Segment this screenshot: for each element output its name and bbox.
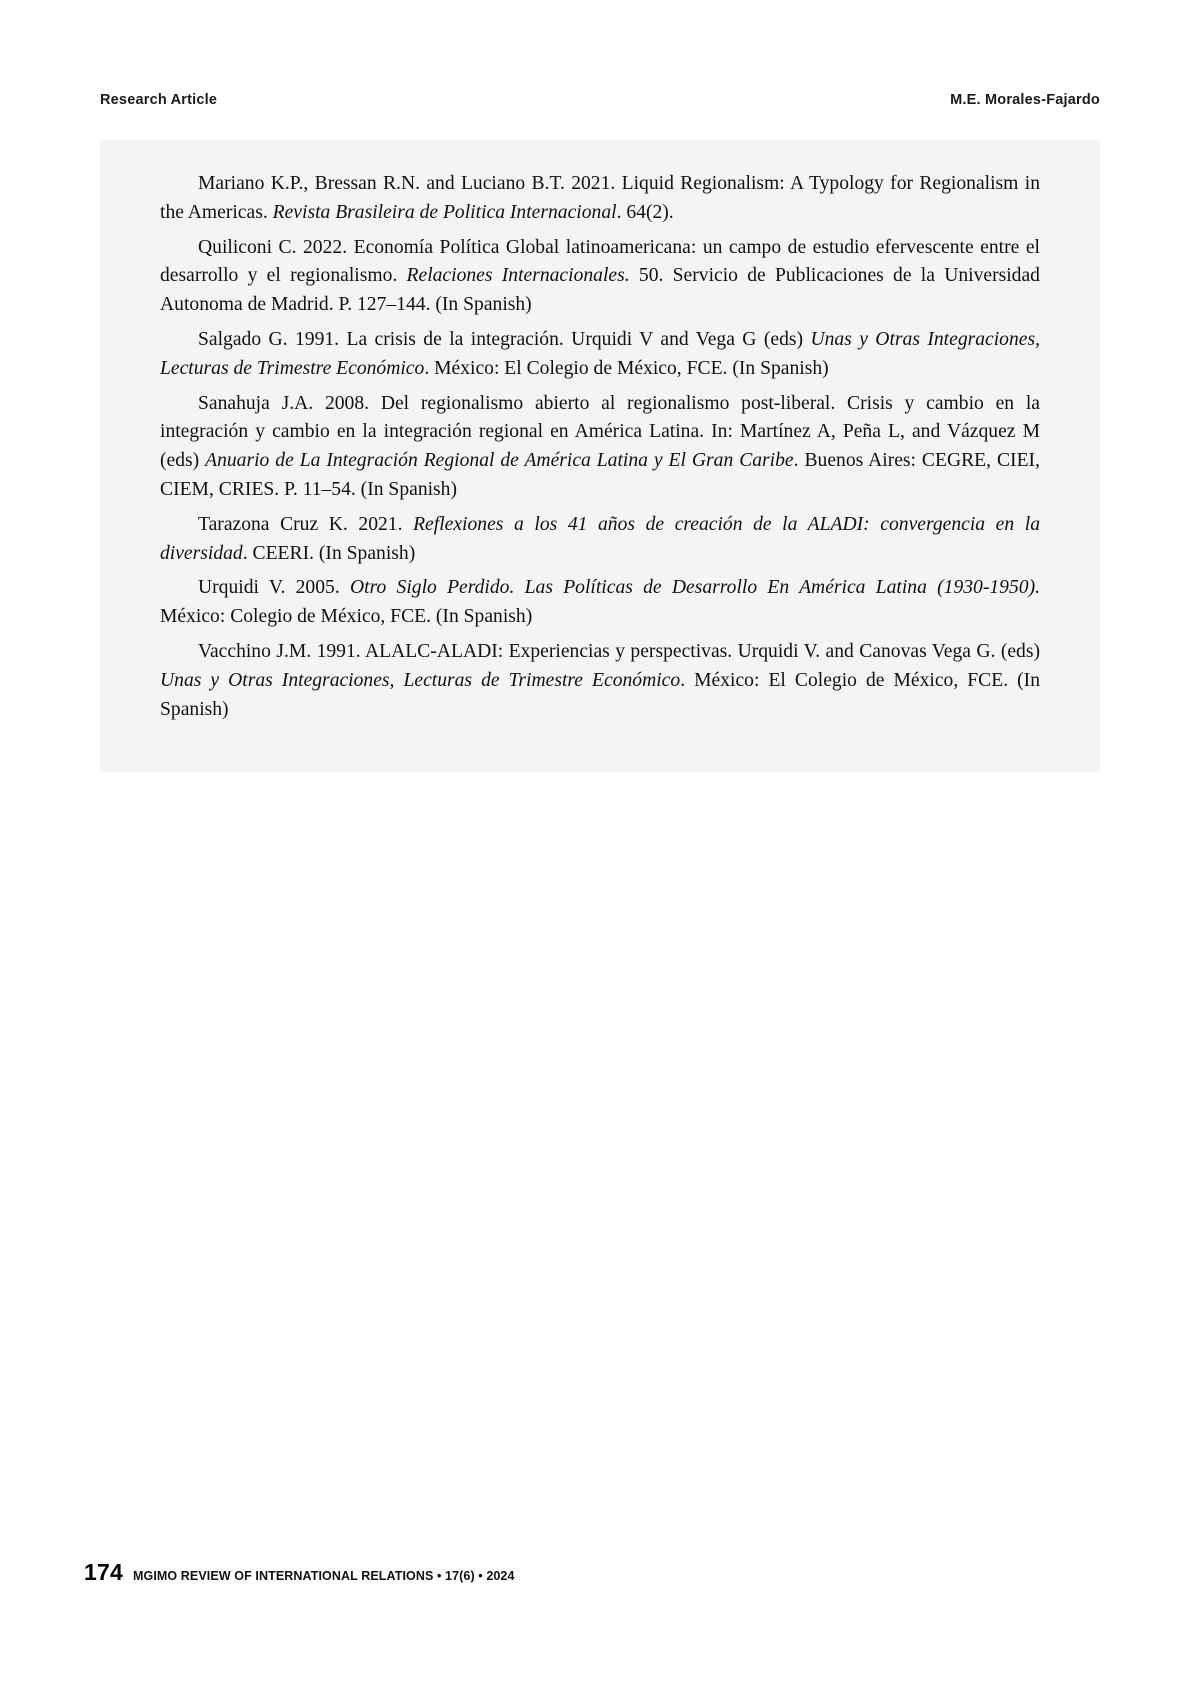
reference-title-italic: Relaciones Internacionales. <box>406 265 630 287</box>
page-number: 174 <box>84 1559 123 1585</box>
reference-text: Mariano K.P., Bressan R.N. and Luciano B.T. 2021. Liquid Regionalism: A Typology for Regionalism in the Americas. <box>160 173 1040 223</box>
reference-entry <box>160 234 1040 320</box>
reference-text: México: Colegio de México, FCE. (In Spanish) <box>160 606 533 628</box>
reference-title-italic: Otro Siglo Perdido. Las Políticas de Desarrollo En América Latina (1930-1950). <box>349 577 1040 599</box>
reference-title-italic: Unas y Otras Integraciones, Lecturas de Trimestre Económico <box>160 328 1040 379</box>
reference-text: Vacchino J.M. 1991. ALALC-ALADI: Experiencias y perspectivas. Urquidi V. and Canovas Vega G. (eds) <box>198 640 1040 662</box>
page-footer <box>84 1559 515 1586</box>
reference-text: . México: El Colegio de México, FCE. (In Spanish) <box>160 669 1040 720</box>
reference-text: . Buenos Aires: CEGRE, CIEI, CIEM, CRIES. P. 11–54. (In Spanish) <box>160 450 1040 500</box>
journal-citation-line: MGIMO REVIEW OF INTERNATIONAL RELATIONS • 17(6) • 2024 <box>132 1569 515 1583</box>
reference-text: . México: El Colegio de México, FCE. (In Spanish) <box>424 357 829 379</box>
reference-text: Salgado G. 1991. La crisis de la integración. Urquidi V and Vega G (eds) <box>198 328 811 350</box>
reference-title-italic: Reflexiones a los 41 años de creación de la ALADI: convergencia en la diversidad <box>160 513 1040 564</box>
reference-text: 50. Servicio de Publicaciones de la Universidad Autonoma de Madrid. P. 127–144. (In Spanish) <box>160 265 1040 316</box>
reference-title-italic: Anuario de La Integración Regional de América Latina y El Gran Caribe <box>205 450 794 472</box>
reference-text: . CEERI. (In Spanish) <box>242 542 416 564</box>
running-head-right: M.E. Morales-Fajardo <box>950 92 1100 108</box>
running-head-left: Research Article <box>100 92 218 108</box>
reference-entry <box>160 638 1040 724</box>
reference-entry <box>160 574 1040 632</box>
reference-text: Tarazona Cruz K. 2021. <box>198 513 414 535</box>
reference-entry <box>160 390 1040 505</box>
reference-title-italic: Revista Brasileira de Politica Internacional <box>272 201 617 223</box>
reference-text: Urquidi V. 2005. <box>198 577 350 599</box>
references-list <box>160 170 1040 724</box>
reference-title-italic: Unas y Otras Integraciones, Lecturas de Trimestre Económico <box>160 669 681 691</box>
reference-entry <box>160 170 1040 228</box>
running-head <box>100 92 1100 108</box>
reference-text: . 64(2). <box>616 201 674 223</box>
reference-entry <box>160 326 1040 384</box>
references-block <box>100 140 1100 772</box>
reference-text: Quiliconi C. 2022. Economía Política Global latinoamericana: un campo de estudio efervescente entre el desarrollo y el regionalismo. <box>160 236 1040 287</box>
reference-text: Sanahuja J.A. 2008. Del regionalismo abierto al regionalismo post-liberal. Crisis y cambio en la integración y cambio en la integración regional en América Latina. In: Martínez A, Peña L, and Vázquez M (eds) <box>160 392 1040 472</box>
reference-entry <box>160 511 1040 569</box>
